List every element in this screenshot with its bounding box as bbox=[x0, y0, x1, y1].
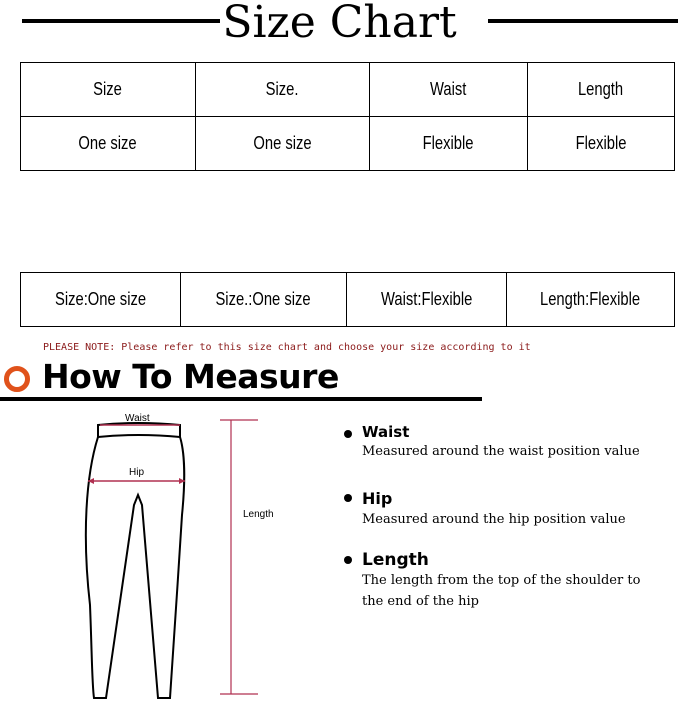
section-title: How To Measure bbox=[42, 357, 339, 396]
table-cell: Size.:One size bbox=[181, 273, 347, 327]
measure-item-title: Hip bbox=[362, 489, 393, 508]
figure-label-waist: Waist bbox=[125, 413, 150, 424]
figure-label-hip: Hip bbox=[129, 467, 145, 478]
page-header bbox=[0, 0, 679, 48]
table-header-row bbox=[21, 63, 675, 117]
bullet-icon bbox=[344, 494, 352, 502]
table-cell: One size bbox=[21, 117, 196, 171]
leggings-illustration bbox=[70, 405, 300, 705]
measure-item-description: Measured around the hip position value bbox=[362, 512, 626, 527]
table-cell: Length:Flexible bbox=[507, 273, 675, 327]
page-title: Size Chart bbox=[222, 0, 457, 48]
circle-bullet-icon bbox=[4, 366, 30, 392]
measure-item-description: The length from the top of the shoulder to the end of the hip bbox=[362, 573, 641, 609]
table-header-cell: Size bbox=[21, 63, 196, 117]
measure-item-description: Measured around the waist position value bbox=[362, 444, 640, 459]
table-header-cell: Size. bbox=[196, 63, 370, 117]
table-cell: One size bbox=[196, 117, 370, 171]
table-header-cell: Length bbox=[528, 63, 675, 117]
section-rule bbox=[0, 397, 482, 401]
figure-label-length: Length bbox=[243, 509, 274, 520]
table-cell: Size:One size bbox=[21, 273, 181, 327]
measure-item-title: Waist bbox=[362, 423, 410, 441]
bullet-icon bbox=[344, 430, 352, 438]
size-note: PLEASE NOTE: Please refer to this size chart and choose your size according to it bbox=[43, 342, 531, 353]
title-rule-right bbox=[488, 19, 678, 23]
size-table bbox=[20, 62, 675, 171]
table-cell: Flexible bbox=[528, 117, 675, 171]
bullet-icon bbox=[344, 556, 352, 564]
table-cell: Waist:Flexible bbox=[347, 273, 507, 327]
table-header-cell: Waist bbox=[370, 63, 528, 117]
table-row bbox=[21, 117, 675, 171]
table-row bbox=[21, 273, 675, 327]
leggings-diagram bbox=[70, 405, 300, 705]
table-cell: Flexible bbox=[370, 117, 528, 171]
measure-item-title: Length bbox=[362, 550, 429, 570]
size-summary-table bbox=[20, 272, 675, 327]
